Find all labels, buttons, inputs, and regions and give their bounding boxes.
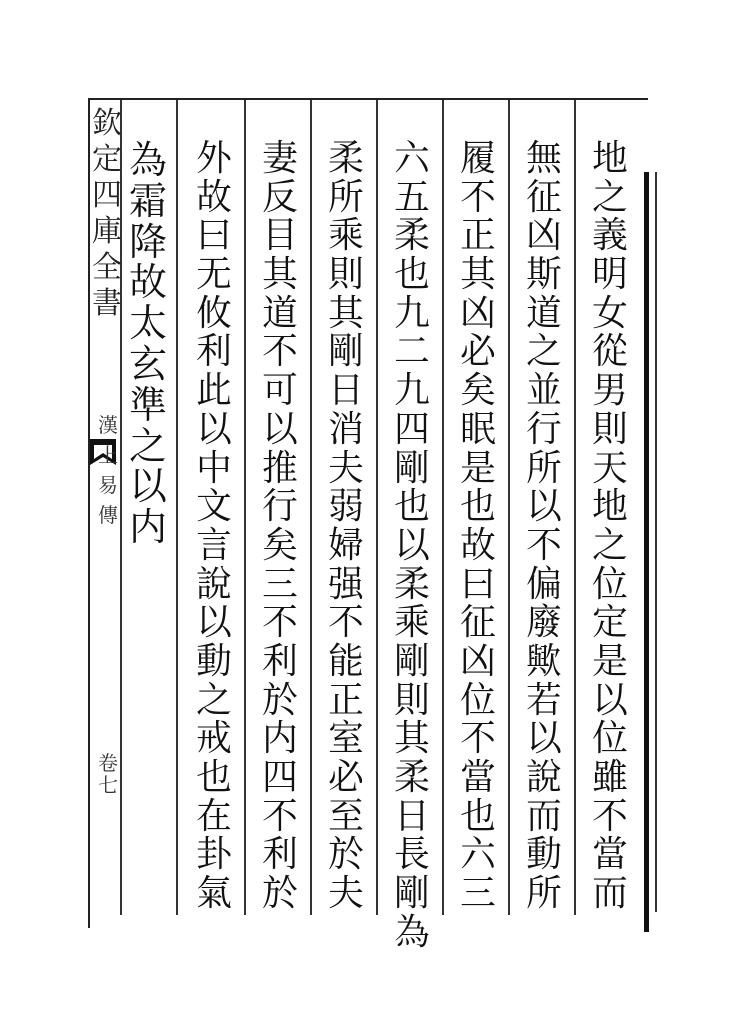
text-column [382, 140, 442, 952]
column-char: 柔 [394, 215, 430, 257]
column-char: 内 [129, 505, 167, 550]
column-char: 矣 [460, 370, 496, 412]
column-char: 柔 [394, 757, 430, 798]
column-char: 目 [262, 215, 298, 257]
column-char: 不 [262, 331, 298, 373]
column-char: 三 [460, 873, 496, 915]
column-char: 道 [526, 292, 562, 334]
chapter-title [96, 410, 120, 530]
text-column [250, 140, 310, 914]
column-char: 為 [129, 138, 167, 182]
column-char: 為 [394, 911, 430, 953]
column-char: 四 [394, 408, 430, 450]
column-char: 婦 [328, 524, 364, 566]
page-number-char: 七 [98, 773, 118, 797]
column-char: 五 [394, 176, 430, 218]
column-char: 凶 [460, 640, 496, 682]
column-char: 則 [394, 679, 430, 721]
text-column [580, 140, 640, 914]
column-char: 其 [262, 254, 298, 296]
column-char: 是 [592, 640, 628, 682]
text-column [448, 140, 508, 914]
column-char: 推 [262, 447, 298, 489]
column-char: 則 [592, 408, 628, 450]
text-column [514, 140, 574, 914]
page-number [96, 752, 120, 796]
book-title-char: 全 [92, 250, 122, 285]
column-char: 定 [592, 602, 628, 644]
column-char: 矣 [262, 524, 298, 566]
column-char: 以 [526, 718, 562, 760]
column-char: 以 [196, 602, 232, 644]
column-char: 也 [196, 757, 232, 798]
column-char: 也 [460, 795, 496, 837]
column-char: 反 [262, 176, 298, 218]
column-char: 故 [460, 524, 496, 566]
column-char: 長 [394, 834, 430, 876]
column-char: 强 [328, 563, 364, 605]
column-char: 正 [460, 215, 496, 257]
column-char: 弱 [328, 486, 364, 528]
column-char: 以 [262, 408, 298, 450]
column-char: 外 [196, 138, 232, 179]
column-char: 剛 [394, 640, 430, 682]
column-char: 降 [129, 219, 167, 264]
column-char: 女 [592, 292, 628, 334]
column-char: 當 [592, 834, 628, 876]
column-char: 所 [328, 176, 364, 218]
column-char: 可 [262, 370, 298, 412]
column-char: 中 [196, 447, 232, 489]
column-char: 說 [196, 563, 232, 605]
column-char: 行 [262, 486, 298, 528]
column-char: 義 [592, 215, 628, 257]
frame-right-border [644, 172, 649, 932]
column-char: 戒 [196, 718, 232, 760]
column-char: 則 [328, 254, 364, 296]
column-char: 之 [592, 176, 628, 218]
column-char: 行 [526, 408, 562, 450]
column-char: 室 [328, 718, 364, 760]
text-column [118, 140, 178, 548]
column-char: 其 [394, 718, 430, 760]
column-char: 征 [460, 602, 496, 644]
book-title-char: 定 [92, 142, 122, 177]
column-char: 三 [262, 563, 298, 605]
frame-spine-rule [655, 172, 657, 912]
column-char: 其 [328, 292, 364, 334]
column-char: 以 [592, 679, 628, 721]
column-divider [244, 100, 246, 915]
column-char: 廢 [526, 602, 562, 644]
column-char: 斯 [526, 254, 562, 296]
column-char: 無 [526, 138, 562, 179]
column-char: 乘 [394, 602, 430, 644]
column-char: 位 [592, 718, 628, 760]
column-char: 四 [262, 757, 298, 798]
column-char: 明 [592, 254, 628, 296]
column-char: 剛 [394, 873, 430, 915]
column-char: 夫 [328, 447, 364, 489]
column-char: 當 [460, 757, 496, 798]
column-char: 其 [460, 254, 496, 296]
column-char: 必 [460, 331, 496, 373]
column-char: 不 [592, 795, 628, 837]
column-char: 以 [394, 524, 430, 566]
column-divider [376, 100, 378, 915]
column-char: 之 [526, 331, 562, 373]
text-column [316, 140, 376, 914]
chapter-title-char: 傳 [98, 503, 118, 527]
book-title-char: 書 [92, 286, 122, 321]
column-char: 文 [196, 486, 232, 528]
column-char: 以 [129, 464, 167, 509]
chapter-title-char: 上 [98, 443, 118, 467]
column-char: 若 [526, 679, 562, 721]
column-char: 曰 [460, 563, 496, 605]
column-char: 柔 [394, 563, 430, 605]
column-char: 日 [394, 795, 430, 837]
column-char: 乘 [328, 215, 364, 257]
column-char: 消 [328, 408, 364, 450]
column-char: 言 [196, 524, 232, 566]
column-char: 必 [328, 757, 364, 798]
column-char: 地 [592, 486, 628, 528]
book-title-char: 庫 [92, 214, 122, 249]
book-title-char: 四 [92, 178, 122, 213]
column-divider [310, 100, 312, 915]
column-char: 夫 [328, 873, 364, 915]
column-char: 故 [129, 260, 167, 305]
column-char: 所 [526, 447, 562, 489]
column-char: 凶 [526, 215, 562, 257]
column-char: 並 [526, 370, 562, 412]
column-char: 能 [328, 640, 364, 682]
column-char: 剛 [328, 331, 364, 373]
column-char: 男 [592, 370, 628, 412]
column-char: 不 [460, 718, 496, 760]
column-char: 凶 [460, 292, 496, 334]
column-char: 於 [262, 873, 298, 915]
chapter-title-char: 易 [98, 473, 118, 497]
column-char: 不 [460, 176, 496, 218]
text-column [184, 140, 244, 914]
chapter-title-char: 漢 [98, 413, 118, 437]
column-char: 動 [526, 834, 562, 876]
column-char: 天 [592, 447, 628, 489]
column-divider [574, 100, 576, 915]
column-char: 利 [262, 640, 298, 682]
column-char: 征 [526, 176, 562, 218]
column-char: 正 [328, 679, 364, 721]
column-char: 剛 [394, 447, 430, 489]
column-char: 太 [129, 301, 167, 346]
column-char: 所 [526, 873, 562, 915]
column-char: 玄 [129, 341, 167, 386]
column-char: 内 [262, 718, 298, 760]
column-char: 是 [460, 447, 496, 489]
column-char: 利 [262, 834, 298, 876]
column-char: 六 [460, 834, 496, 876]
column-char: 之 [196, 679, 232, 721]
column-char: 也 [394, 486, 430, 528]
column-char: 此 [196, 370, 232, 412]
column-char: 動 [196, 640, 232, 682]
column-char: 至 [328, 795, 364, 837]
frame-top-rule [88, 98, 648, 100]
column-char: 偏 [526, 563, 562, 605]
column-char: 以 [196, 408, 232, 450]
column-char: 无 [196, 254, 232, 296]
column-char: 位 [460, 679, 496, 721]
column-char: 日 [328, 370, 364, 412]
column-char: 道 [262, 292, 298, 334]
column-char: 故 [196, 176, 232, 218]
column-char: 妻 [262, 138, 298, 179]
column-char: 卦 [196, 834, 232, 876]
column-char: 地 [592, 138, 628, 179]
column-char: 曰 [196, 215, 232, 257]
column-char: 九 [394, 370, 430, 412]
column-char: 而 [526, 795, 562, 837]
column-char: 之 [592, 524, 628, 566]
column-char: 雖 [592, 757, 628, 798]
column-char: 履 [460, 138, 496, 179]
column-char: 不 [328, 602, 364, 644]
column-char: 也 [394, 254, 430, 296]
column-char: 不 [526, 524, 562, 566]
column-char: 不 [262, 795, 298, 837]
column-char: 攸 [196, 292, 232, 334]
column-char: 在 [196, 795, 232, 837]
column-char: 眠 [460, 408, 496, 450]
column-char: 霜 [129, 178, 167, 223]
column-char: 準 [129, 382, 167, 427]
column-char: 而 [592, 873, 628, 915]
column-char: 六 [394, 138, 430, 179]
column-char: 也 [460, 486, 496, 528]
column-char: 位 [592, 563, 628, 605]
column-char: 不 [262, 602, 298, 644]
column-char: 之 [129, 423, 167, 468]
column-char: 於 [262, 679, 298, 721]
column-char: 說 [526, 757, 562, 798]
column-divider [508, 100, 510, 915]
book-title-char: 欽 [92, 106, 122, 141]
column-char: 氣 [196, 873, 232, 915]
column-char: 利 [196, 331, 232, 373]
page-number-char: 卷 [98, 751, 118, 775]
column-char: 柔 [328, 138, 364, 179]
column-char: 歟 [526, 640, 562, 682]
column-divider [442, 100, 444, 915]
column-char: 從 [592, 331, 628, 373]
column-char: 二 [394, 331, 430, 373]
column-char: 於 [328, 834, 364, 876]
column-char: 九 [394, 292, 430, 334]
column-char: 以 [526, 486, 562, 528]
